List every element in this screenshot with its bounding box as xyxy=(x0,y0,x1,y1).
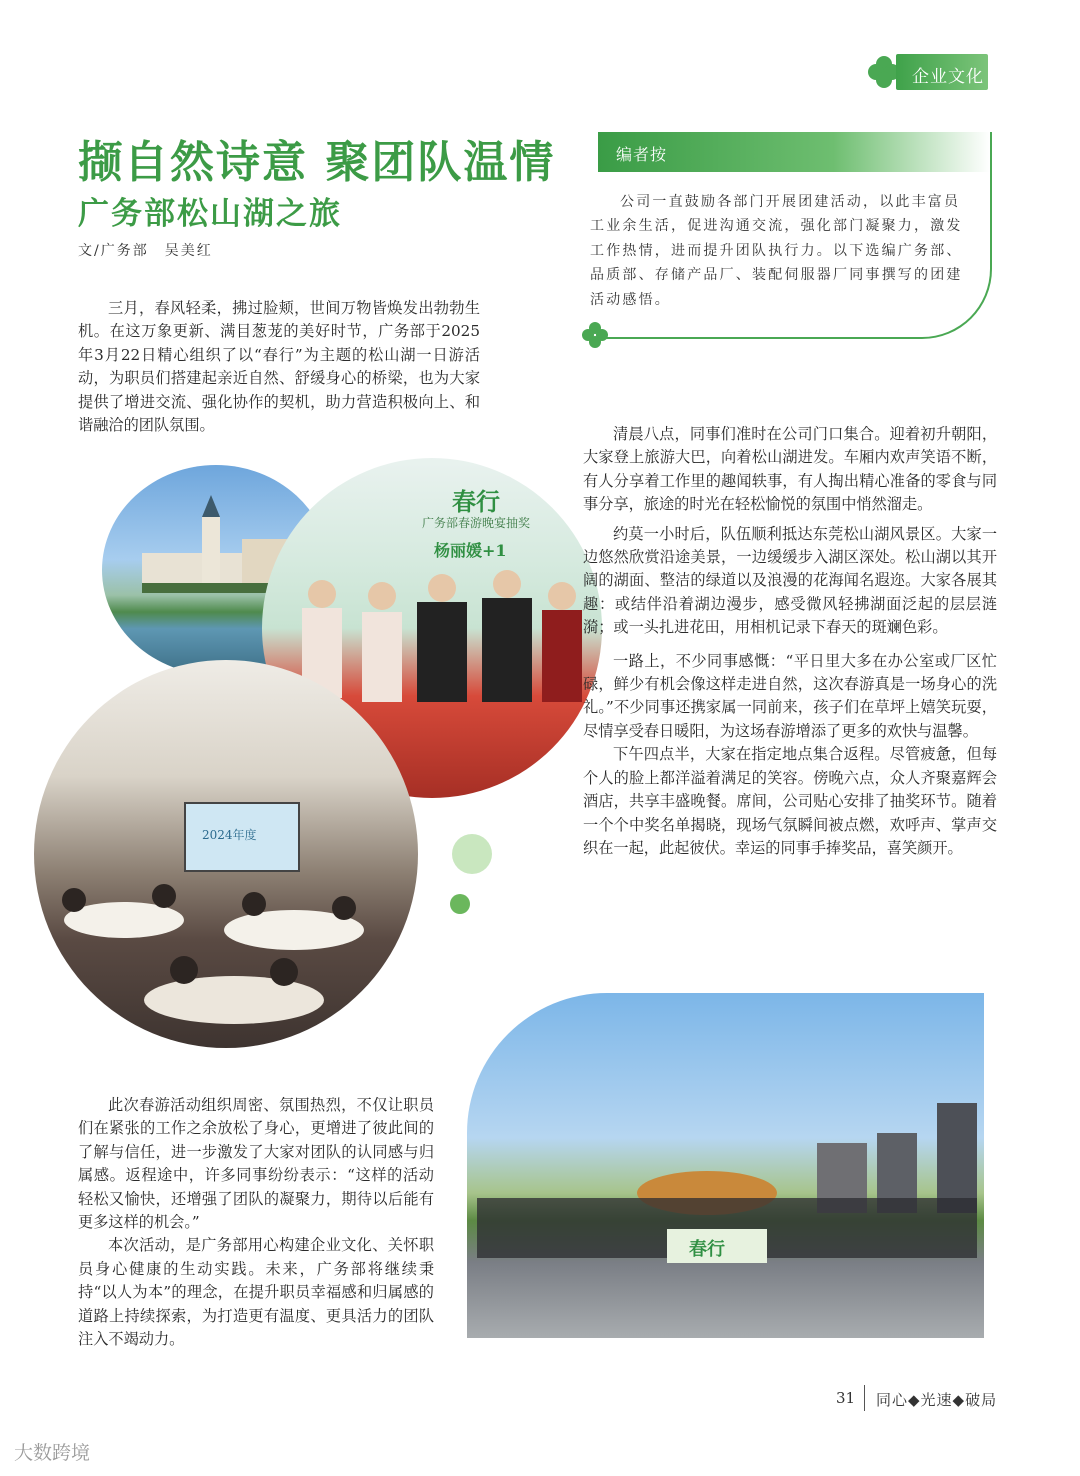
crowd-tables xyxy=(34,860,418,1048)
editor-note-heading: 编者按 xyxy=(616,145,668,164)
paragraph: 三月，春风轻柔，拂过脸颊，世间万物皆焕发出勃勃生机。在这万象更新、满目葱茏的美好时节，广务部于2025年3月22日精心组织了以“春行”为主题的松山湖一日游活动，为职员们搭建起亲近自然、舒缓身心的桥梁，也为大家提供了增进交流、强化协作的契机，助力营造积极向上、和谐融洽的团队氛围。 xyxy=(78,299,480,435)
paragraph: 约莫一小时后，队伍顺利抵达东莞松山湖风景区。大家一边悠然欣赏沿途美景，一边缓缓步入湖区深处。松山湖以其开阔的湖面、整洁的绿道以及浪漫的花海闻名遐迩。大家各展其趣：或结伴沿着湖边漫步，感受微风轻拂湖面泛起的层层涟漪；或一头扎进花田，用相机记录下春天的斑斓色彩。 xyxy=(583,524,997,637)
editor-note-text: 公司一直鼓励各部门开展团建活动，以此丰富员工业余生活，促进沟通交流，强化部门凝聚力，激发工作热情，进而提升团队执行力。以下选编广务部、品质部、存储产品厂、装配伺服器厂同事撰写的团建活动感悟。 xyxy=(590,194,963,308)
byline: 文/广务部 吴美红 xyxy=(78,243,213,259)
award-banner-text: 广务部春游晚宴抽奖 xyxy=(422,516,531,530)
decorative-dot xyxy=(450,894,470,914)
paragraph: 下午四点半，大家在指定地点集合返程。尽管疲惫，但每个人的脸上都洋溢着满足的笑容。傍晚六点，众人齐聚嘉辉会酒店，共享丰盛晚餐。席间，公司贴心安排了抽奖环节。随着一个个中奖名单揭晓，现场气氛瞬间被点燃，欢呼声、掌声交织在一起，此起彼伏。幸运的同事手捧奖品，喜笑颜开。 xyxy=(583,745,997,857)
section-tag-label: 企业文化 xyxy=(912,67,984,87)
group-banner-logo: 春行 xyxy=(689,1239,725,1260)
photo-banquet-hall xyxy=(34,660,418,1048)
award-winner-text: 杨丽媛+1 xyxy=(434,541,507,560)
paragraph: 清晨八点，同事们准时在公司门口集合。迎着初升朝阳，大家登上旅游大巴，向着松山湖进发。车厢内欢声笑语不断，有人分享着工作里的趣闻轶事，有人掏出精心准备的零食与同事分享，旅途的时光在轻松愉悦的氛围中悄然溜走。 xyxy=(583,425,997,514)
article-subtitle: 广务部松山湖之旅 xyxy=(78,196,342,232)
footer-slogan: 同心◆光速◆破局 xyxy=(876,1391,998,1409)
spring-logo-text: 春行 xyxy=(452,487,500,516)
screen-text: 2024年度 xyxy=(202,828,257,842)
photo-group-lakeside xyxy=(467,993,984,1338)
paragraph: 本次活动，是广务部用心构建企业文化、关怀职员身心健康的生动实践。未来，广务部将继续秉持“以人为本”的理念，在提升职员幸福感和归属感的道路上持续探索，为打造更有温度、更具活力的团队注入不竭动力。 xyxy=(78,1236,434,1349)
editor-note-header xyxy=(598,132,990,172)
body-column-left-top xyxy=(78,297,480,437)
clover-icon xyxy=(582,322,608,348)
footer-divider xyxy=(864,1385,865,1411)
decorative-dot xyxy=(452,834,492,874)
paragraph: 此次春游活动组织周密、氛围热烈，不仅让职员们在紧张的工作之余放松了身心，更增进了彼此间的了解与信任，进一步激发了大家对团队的认同感与归属感。返程途中，许多同事纷纷表示：“这样的活动轻松又愉快，还增强了团队的凝聚力，期待以后能有更多这样的机会。” xyxy=(78,1096,434,1232)
page-number: 31 xyxy=(836,1389,856,1407)
section-tag xyxy=(868,52,988,92)
article-title: 撷自然诗意 聚团队温情 xyxy=(78,137,556,188)
body-column-right xyxy=(583,423,997,860)
body-column-left-bottom xyxy=(78,1094,434,1351)
paragraph: 一路上，不少同事感慨：“平日里大多在办公室或厂区忙碌，鲜少有机会像这样走进自然，这次春游真是一场身心的洗礼。”不少同事还携家属一同前来，孩子们在草坪上嬉笑玩耍，尽情享受春日暖阳，为这场春游增添了更多的欢快与温馨。 xyxy=(583,651,997,740)
watermark: 大数跨境 xyxy=(14,1442,91,1464)
group-scene xyxy=(467,993,984,1338)
